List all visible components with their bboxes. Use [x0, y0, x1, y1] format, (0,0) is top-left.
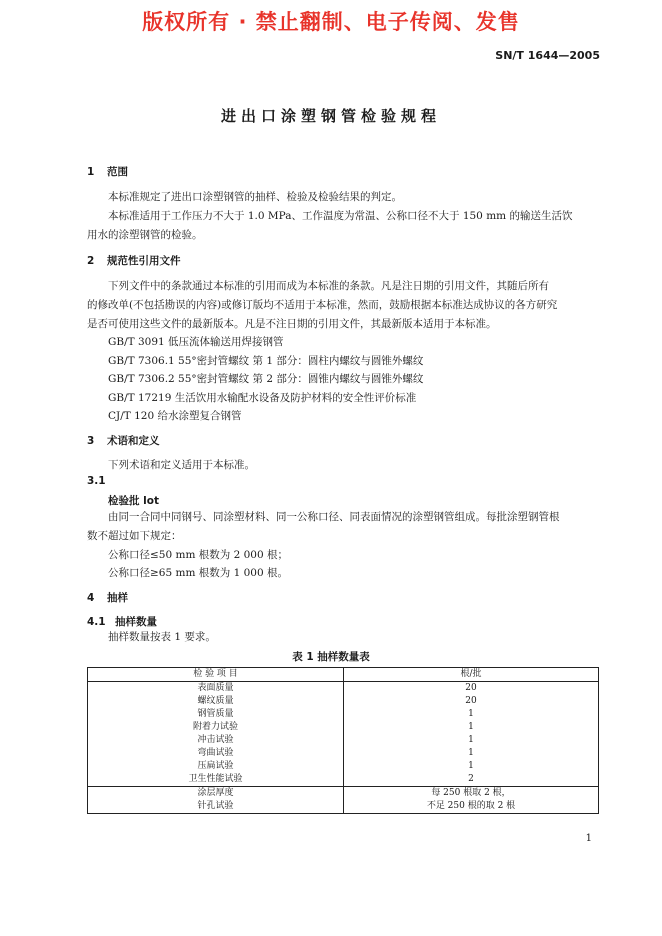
table-cell: 钢管质量 — [88, 708, 344, 721]
table-cell: 1 — [344, 747, 599, 760]
section-3-heading — [87, 433, 160, 448]
table-cell: 1 — [344, 734, 599, 747]
table-cell: 20 — [344, 682, 599, 696]
table-cell: 针孔试验 — [88, 800, 344, 814]
table-header-row — [88, 668, 599, 682]
table-cell: 弯曲试验 — [88, 747, 344, 760]
document-title: 进出口涂塑钢管检验规程 — [220, 107, 441, 125]
reference-item: GB/T 7306.2 55°密封管螺纹 第 2 部分：圆锥内螺纹与圆锥外螺纹 — [108, 373, 424, 385]
paragraph: 公称口径≥65 mm 根数为 1 000 根。 — [108, 567, 288, 579]
table-row — [88, 760, 599, 773]
section-title: 规范性引用文件 — [107, 255, 181, 267]
table-row — [88, 787, 599, 801]
reference-item: GB/T 3091 低压流体输送用焊接钢管 — [108, 336, 284, 348]
reference-item: GB/T 7306.1 55°密封管螺纹 第 1 部分：圆柱内螺纹与圆锥外螺纹 — [108, 355, 424, 367]
table-cell: 1 — [344, 708, 599, 721]
table-cell: 1 — [344, 721, 599, 734]
watermark-banner: 版权所有 · 禁止翻制、电子传阅、发售 — [142, 10, 520, 34]
paragraph: 数不超过如下规定： — [87, 530, 182, 542]
paragraph: 的修改单(不包括勘误的内容)或修订版均不适用于本标准，然而，鼓励根据本标准达成协议的各方研究 — [87, 299, 558, 311]
reference-item: CJ/T 120 给水涂塑复合钢管 — [108, 410, 242, 422]
table-row — [88, 682, 599, 696]
section-4-heading — [87, 590, 128, 605]
table-title: 表 1 抽样数量表 — [292, 651, 370, 663]
table-cell: 不足 250 根的取 2 根 — [344, 800, 599, 814]
section-number: 4 — [87, 592, 95, 604]
table-cell: 卫生性能试验 — [88, 773, 344, 787]
term-heading: 检验批 lot — [108, 495, 159, 507]
table-cell: 螺纹质量 — [88, 695, 344, 708]
paragraph: 是否可使用这些文件的最新版本。凡是不注日期的引用文件，其最新版本适用于本标准。 — [87, 318, 497, 330]
section-title: 范围 — [107, 166, 128, 178]
subsection-number: 3.1 — [87, 475, 106, 487]
table-cell: 冲击试验 — [88, 734, 344, 747]
table-row — [88, 721, 599, 734]
table-row — [88, 734, 599, 747]
section-1-heading — [87, 164, 128, 179]
table-cell: 每 250 根取 2 根， — [344, 787, 599, 801]
table-cell: 1 — [344, 760, 599, 773]
paragraph: 下列术语和定义适用于本标准。 — [108, 459, 255, 471]
table-cell: 压扁试验 — [88, 760, 344, 773]
table-cell: 涂层厚度 — [88, 787, 344, 801]
table-row — [88, 747, 599, 760]
table-cell: 2 — [344, 773, 599, 787]
paragraph: 由同一合同中同钢号、同涂塑材料、同一公称口径、同表面情况的涂塑钢管组成。每批涂塑钢管根 — [108, 511, 560, 523]
paragraph: 抽样数量按表 1 要求。 — [108, 631, 216, 643]
section-2-heading — [87, 253, 181, 268]
section-number: 3 — [87, 435, 95, 447]
subsection-number: 4.1 — [87, 616, 106, 628]
subsection-title: 抽样数量 — [115, 616, 157, 628]
table-row — [88, 695, 599, 708]
table-row — [88, 773, 599, 787]
table-cell: 表面质量 — [88, 682, 344, 696]
subsection-4-1-heading — [87, 614, 157, 629]
page-number: 1 — [585, 833, 592, 844]
paragraph: 本标准规定了进出口涂塑钢管的抽样、检验及检验结果的判定。 — [108, 191, 402, 203]
section-number: 2 — [87, 255, 95, 267]
paragraph: 公称口径≤50 mm 根数为 2 000 根； — [108, 549, 288, 561]
section-title: 抽样 — [107, 592, 128, 604]
paragraph: 用水的涂塑钢管的检验。 — [87, 229, 203, 241]
sampling-table — [87, 667, 599, 814]
paragraph: 下列文件中的条款通过本标准的引用而成为本标准的条款。凡是注日期的引用文件，其随后所有 — [108, 280, 549, 292]
column-header: 根/批 — [344, 668, 599, 682]
paragraph: 本标准适用于工作压力不大于 1.0 MPa、工作温度为常温、公称口径不大于 150 mm 的输送生活饮 — [108, 210, 573, 222]
table-row — [88, 800, 599, 814]
section-number: 1 — [87, 166, 95, 178]
table-row — [88, 708, 599, 721]
reference-item: GB/T 17219 生活饮用水输配水设备及防护材料的安全性评价标准 — [108, 392, 417, 404]
table-cell: 20 — [344, 695, 599, 708]
column-header: 检 验 项 目 — [88, 668, 344, 682]
table-cell: 附着力试验 — [88, 721, 344, 734]
standard-number: SN/T 1644—2005 — [495, 49, 600, 62]
section-title: 术语和定义 — [107, 435, 160, 447]
